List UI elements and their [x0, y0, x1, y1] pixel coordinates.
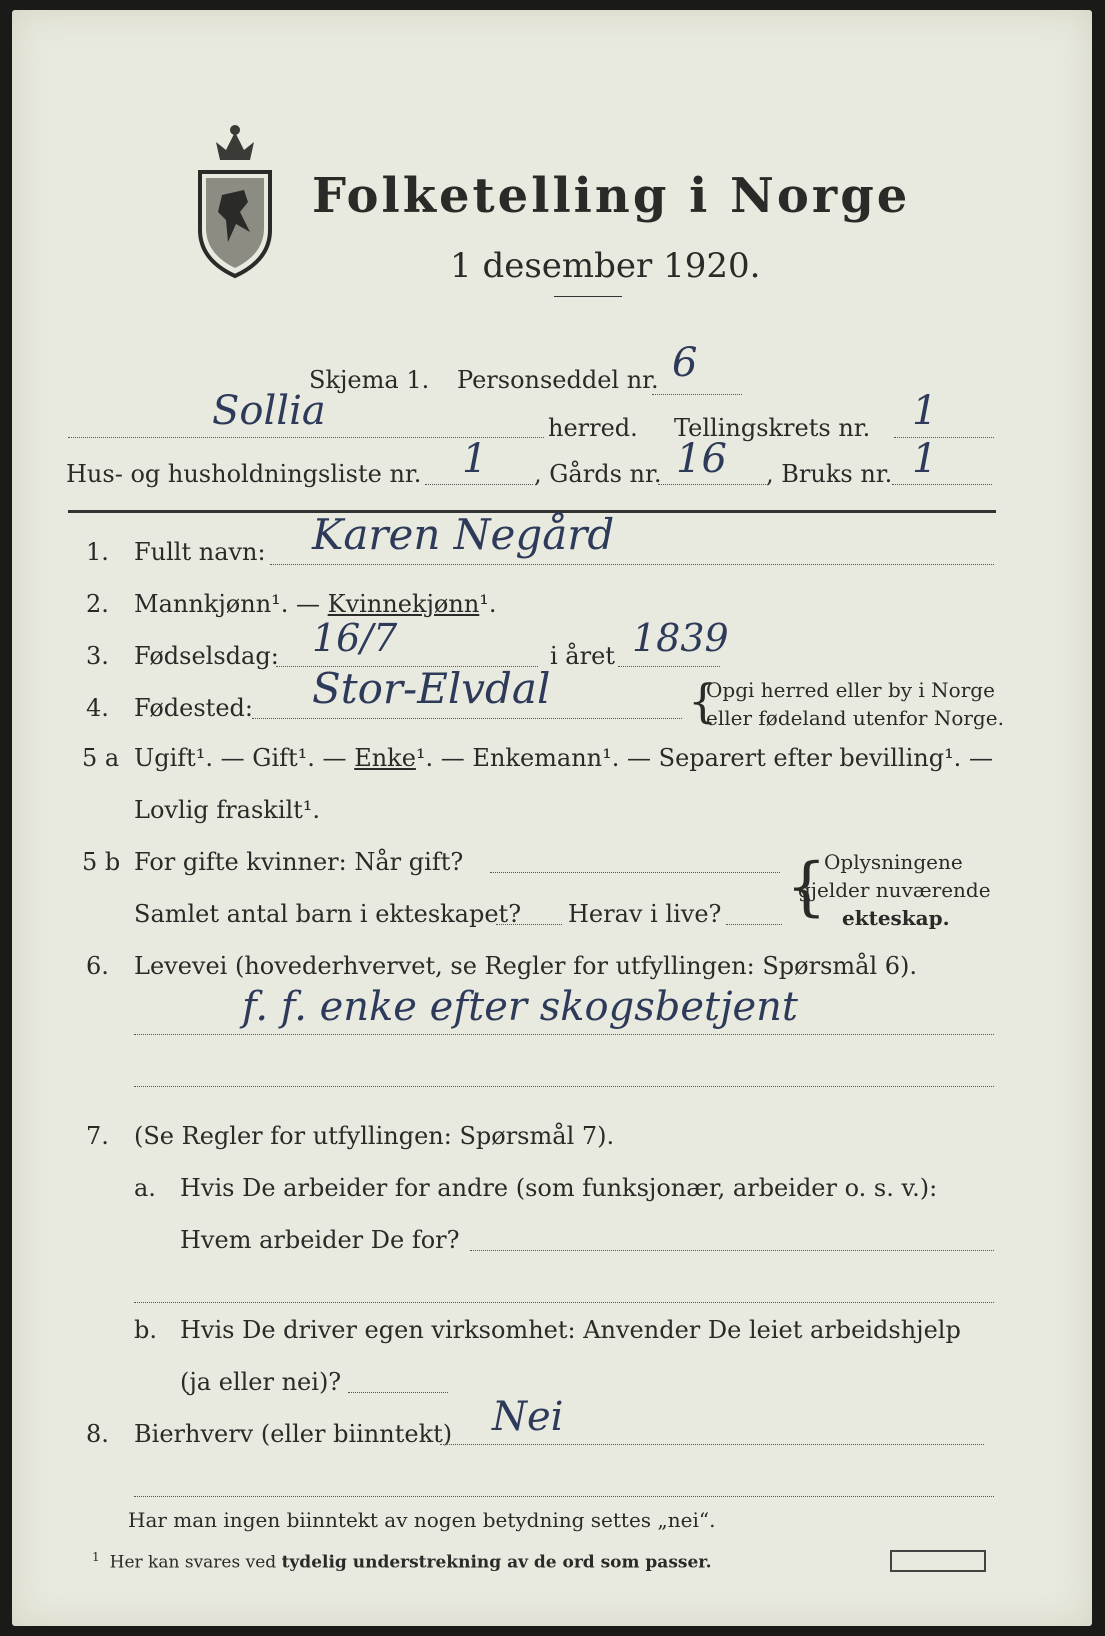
q7a-number: a.: [134, 1174, 156, 1202]
q2-kvinnekjonn-underlined: Kvinnekjønn: [327, 590, 480, 618]
q4-number: 4.: [86, 694, 109, 722]
q7-label: (Se Regler for utfyllingen: Spørsmål 7).: [134, 1122, 615, 1150]
side-income-value: Nei: [492, 1394, 564, 1440]
q7b-line1: Hvis De driver egen virksomhet: Anvender De leiet arbeidshjelp: [180, 1316, 961, 1344]
hus-value: 1: [462, 436, 488, 482]
q7a-line2: Hvem arbeider De for?: [180, 1226, 460, 1254]
q5a-enke-underlined: Enke: [354, 744, 416, 772]
q2-text: Mannkjønn¹. — Kvinnekjønn¹.: [134, 590, 497, 618]
q5b-note-line1: Oplysningene: [824, 850, 963, 874]
q5b-herav: Herav i live?: [568, 900, 722, 928]
q1-value: Karen Negård: [312, 510, 615, 559]
q3-year-label: i året: [550, 642, 615, 670]
occupation-value: f. f. enke efter skogsbetjent: [242, 984, 798, 1030]
q3-label: Fødselsdag:: [134, 642, 279, 670]
bruks-value: 1: [912, 436, 938, 482]
footer-note: Har man ingen biinntekt av nogen betydning settes „nei“.: [128, 1508, 716, 1532]
title-divider: [554, 296, 622, 297]
q4-label: Fødested:: [134, 694, 253, 722]
birthdate-value: 16/7: [312, 616, 398, 660]
q7b-number: b.: [134, 1316, 157, 1344]
personseddel-value: 6: [672, 340, 698, 386]
q4-bracket: {: [688, 674, 718, 728]
printer-stamp-icon: [890, 1550, 986, 1572]
bruks-label: , Bruks nr.: [766, 460, 893, 488]
q4-note-line2: eller fødeland utenfor Norge.: [706, 706, 1004, 730]
personseddel-label: Personseddel nr.: [457, 366, 659, 394]
hus-label: Hus- og husholdningsliste nr.: [66, 460, 422, 488]
birthyear-value: 1839: [632, 616, 729, 660]
gards-label: , Gårds nr.: [534, 460, 662, 488]
q2-mannkjonn: Mannkjønn¹. —: [134, 590, 328, 618]
skjema-label: Skjema 1.: [309, 366, 430, 394]
herred-value: Sollia: [212, 388, 326, 434]
footnote: $^1$ Her kan svares ved tydelig understrekning av de ord som passer.: [92, 1550, 712, 1573]
q5a-line1: Ugift¹. — Gift¹. — Enke¹. — Enkemann¹. — Separert efter bevilling¹. —: [134, 744, 993, 772]
q6-number: 6.: [86, 952, 109, 980]
census-form-sheet: [12, 10, 1092, 1626]
q8-number: 8.: [86, 1420, 109, 1448]
form-date: 1 desember 1920.: [450, 246, 761, 286]
q3-number: 3.: [86, 642, 109, 670]
form-title: Folketelling i Norge: [312, 168, 911, 224]
q5b-bracket: {: [786, 850, 827, 924]
herred-label: herred.: [548, 414, 638, 442]
coat-of-arms-icon: [192, 120, 278, 280]
q5b-note-line2: gjelder nuværende: [798, 878, 991, 902]
q5a-line2: Lovlig fraskilt¹.: [134, 796, 321, 824]
q7a-line1: Hvis De arbeider for andre (som funksjonær, arbeider o. s. v.):: [180, 1174, 938, 1202]
q5b-number: 5 b: [82, 848, 121, 876]
q1-label: Fullt navn:: [134, 538, 266, 566]
q5b-note-line3: ekteskap.: [842, 906, 950, 930]
q5a-number: 5 a: [82, 744, 120, 772]
birthplace-value: Stor-Elvdal: [312, 664, 551, 713]
q1-number: 1.: [86, 538, 109, 566]
q6-label: Levevei (hovederhvervet, se Regler for utfyllingen: Spørsmål 6).: [134, 952, 918, 980]
q7-number: 7.: [86, 1122, 109, 1150]
gards-value: 16: [676, 436, 727, 482]
tellingskrets-value: 1: [912, 388, 938, 434]
q5b-line1: For gifte kvinner: Når gift?: [134, 848, 464, 876]
q2-number: 2.: [86, 590, 109, 618]
q7b-line2: (ja eller nei)?: [180, 1368, 342, 1396]
q5b-line2: Samlet antal barn i ekteskapet?: [134, 900, 522, 928]
tellingskrets-label: Tellingskrets nr.: [674, 414, 871, 442]
q4-note-line1: Opgi herred eller by i Norge: [706, 678, 995, 702]
q8-label: Bierhverv (eller biinntekt): [134, 1420, 453, 1448]
